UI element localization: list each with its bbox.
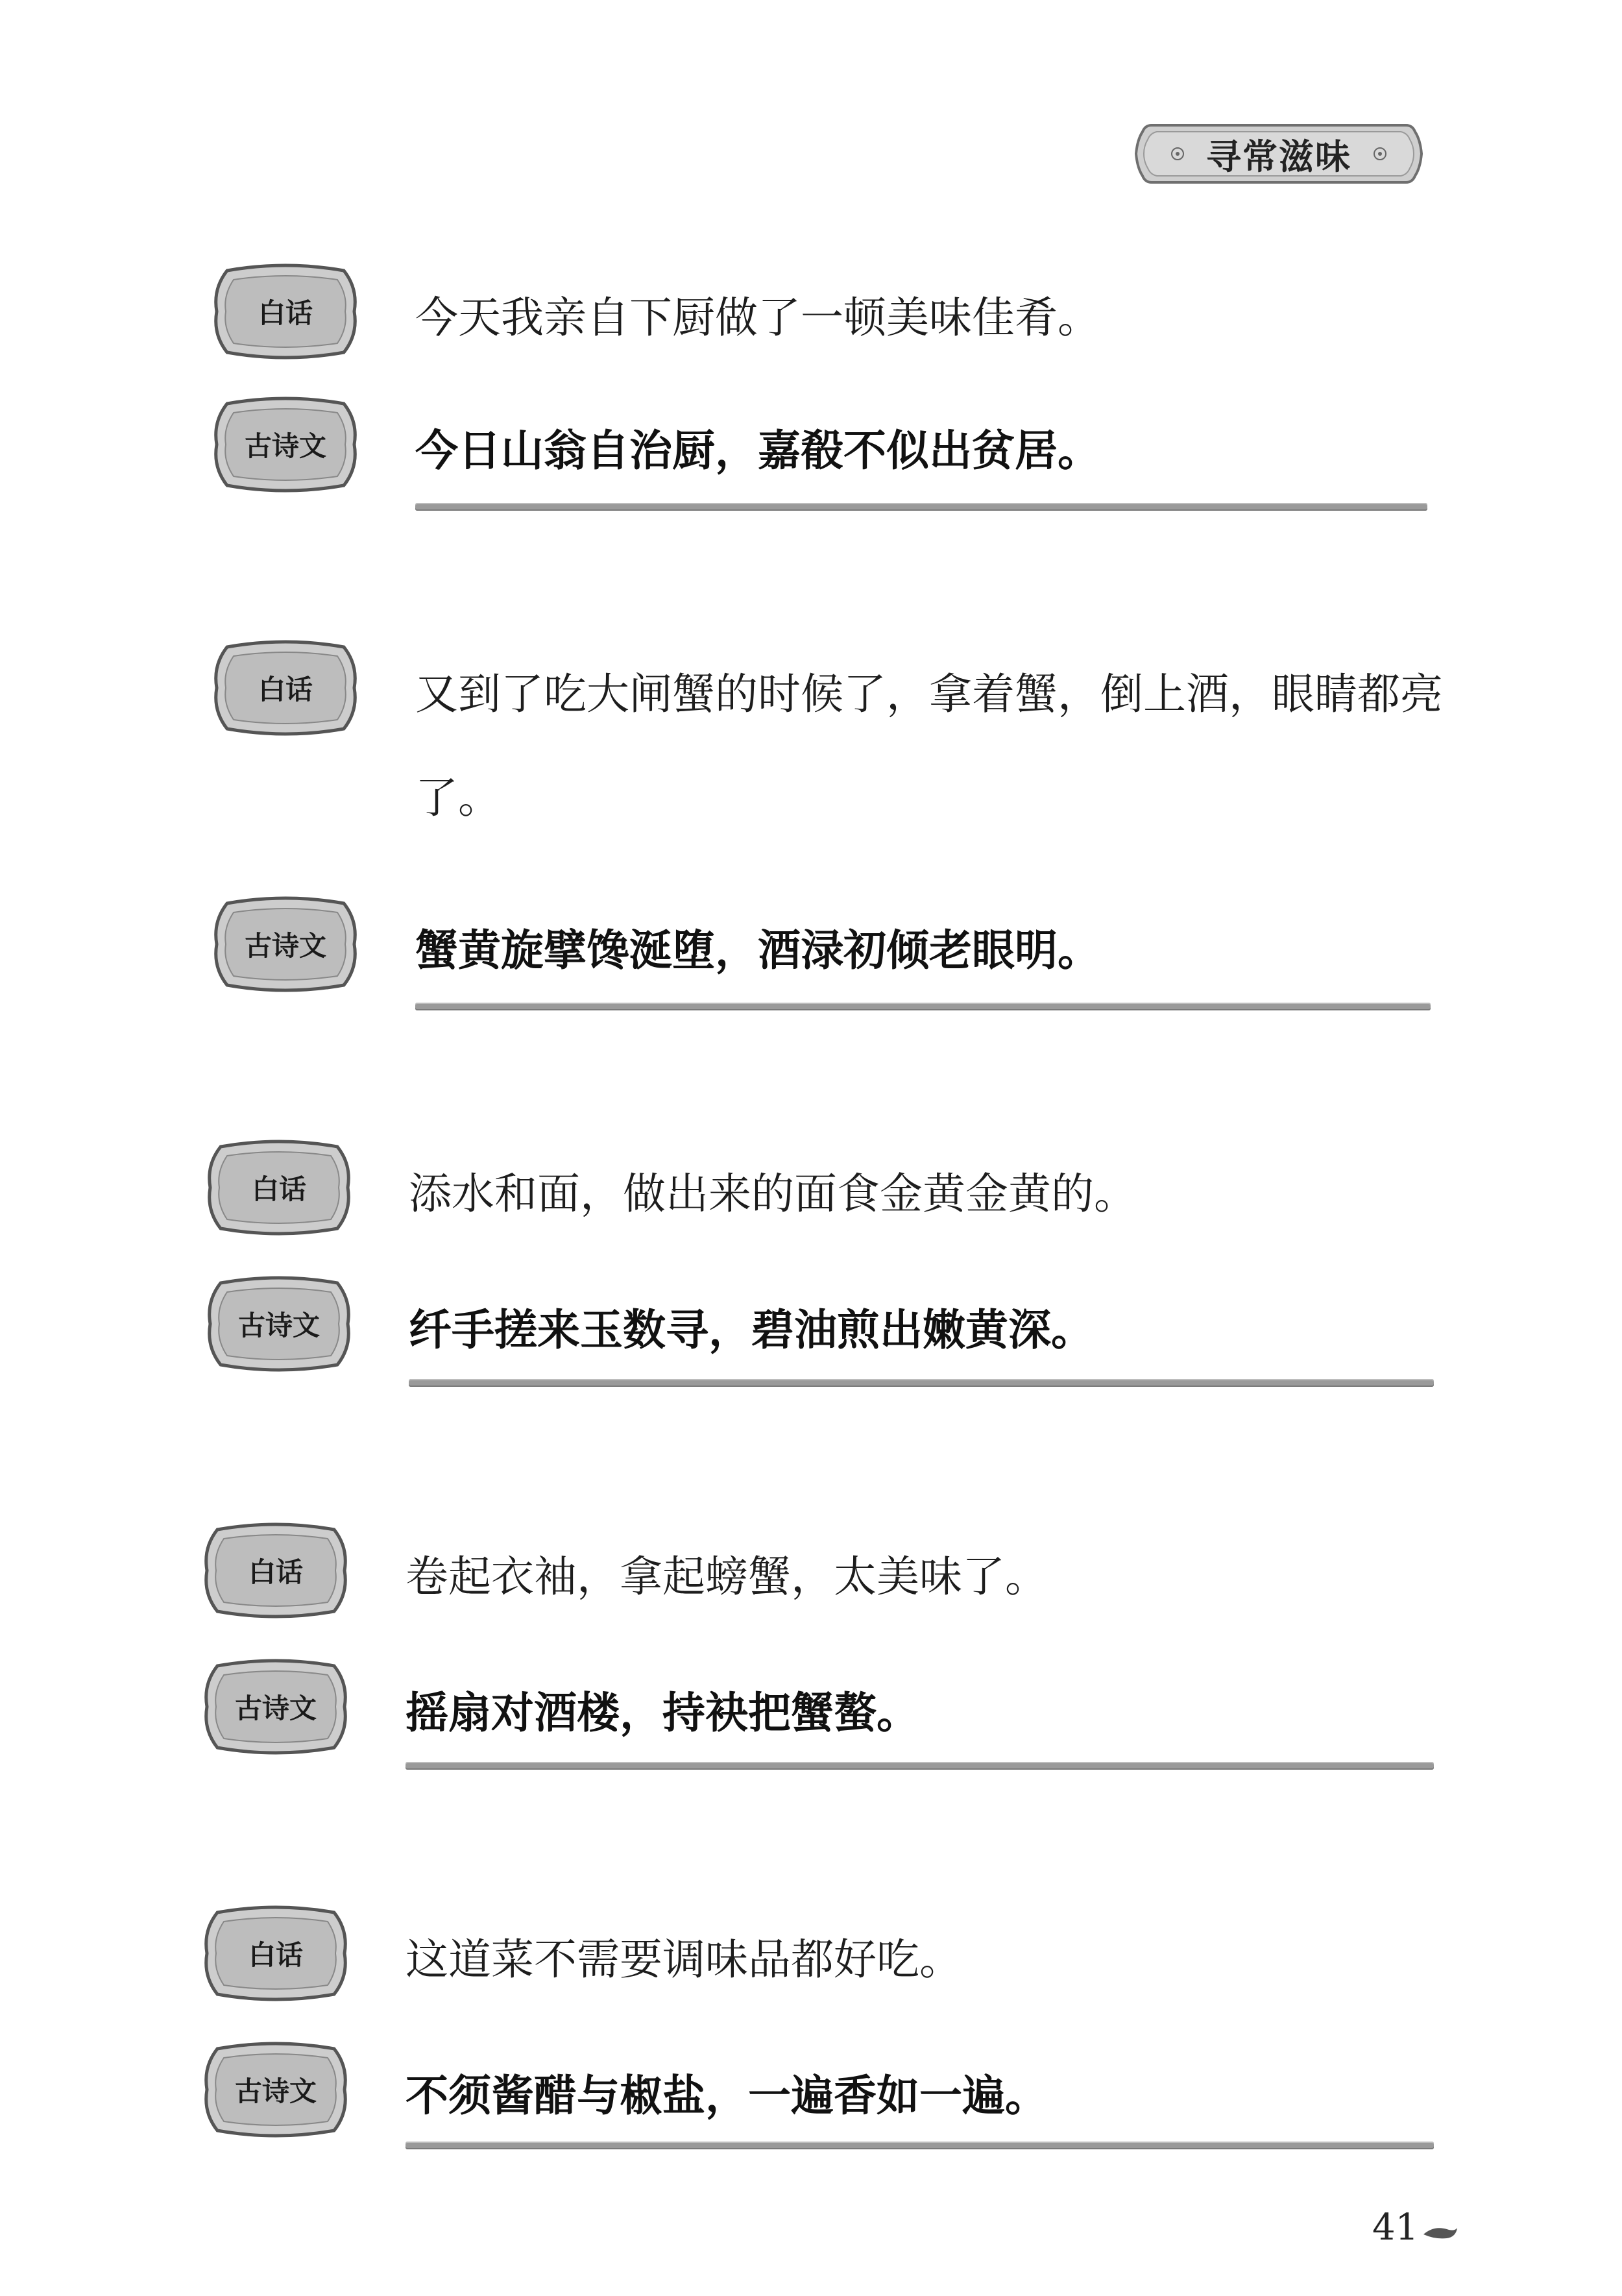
- classical-badge: 古诗文: [198, 1658, 354, 1755]
- classical-text: 今日山翁自治厨，嘉殽不似出贫居。: [415, 426, 1100, 476]
- divider-rule: [415, 503, 1427, 511]
- divider-rule: [406, 2142, 1434, 2149]
- divider-rule: [409, 1379, 1434, 1387]
- leaf-ornament-icon: [1421, 2223, 1460, 2242]
- classical-text: 摇扇对酒楼，持袂把蟹螯。: [406, 1688, 919, 1738]
- vernacular-text: 又到了吃大闸蟹的时候了，拿着蟹，倒上酒，眼睛都亮了。: [415, 669, 1443, 823]
- classical-badge: 古诗文: [201, 1275, 357, 1373]
- vernacular-badge: 白话: [208, 263, 363, 360]
- classical-text: 不须酱醋与椒盐，一遍香如一遍。: [406, 2071, 1048, 2121]
- classical-text: 蟹黄旋擘馋涎堕，酒渌初倾老眼明。: [415, 925, 1100, 975]
- page-number: 41: [1372, 2206, 1419, 2249]
- classical-badge: 古诗文: [198, 2041, 354, 2138]
- vernacular-badge: 白话: [198, 1522, 354, 1619]
- vernacular-text: 添水和面，做出来的面食金黄金黄的。: [409, 1169, 1137, 1219]
- classical-text: 纤手搓来玉数寻，碧油煎出嫩黄深。: [409, 1305, 1094, 1355]
- classical-badge: 古诗文: [208, 896, 363, 993]
- vernacular-badge: 白话: [201, 1139, 357, 1236]
- divider-rule: [406, 1762, 1434, 1770]
- chapter-title-tag: [1132, 120, 1425, 188]
- vernacular-badge: 白话: [208, 639, 363, 737]
- vernacular-text: 卷起衣袖，拿起螃蟹，太美味了。: [406, 1552, 1048, 1602]
- divider-rule: [415, 1003, 1431, 1010]
- vernacular-text: 今天我亲自下厨做了一顿美味佳肴。: [415, 293, 1100, 343]
- chapter-title: 寻常滋味: [1206, 136, 1351, 177]
- classical-badge: 古诗文: [208, 396, 363, 493]
- vernacular-text: 这道菜不需要调味品都好吃。: [406, 1935, 962, 1985]
- vernacular-badge: 白话: [198, 1905, 354, 2002]
